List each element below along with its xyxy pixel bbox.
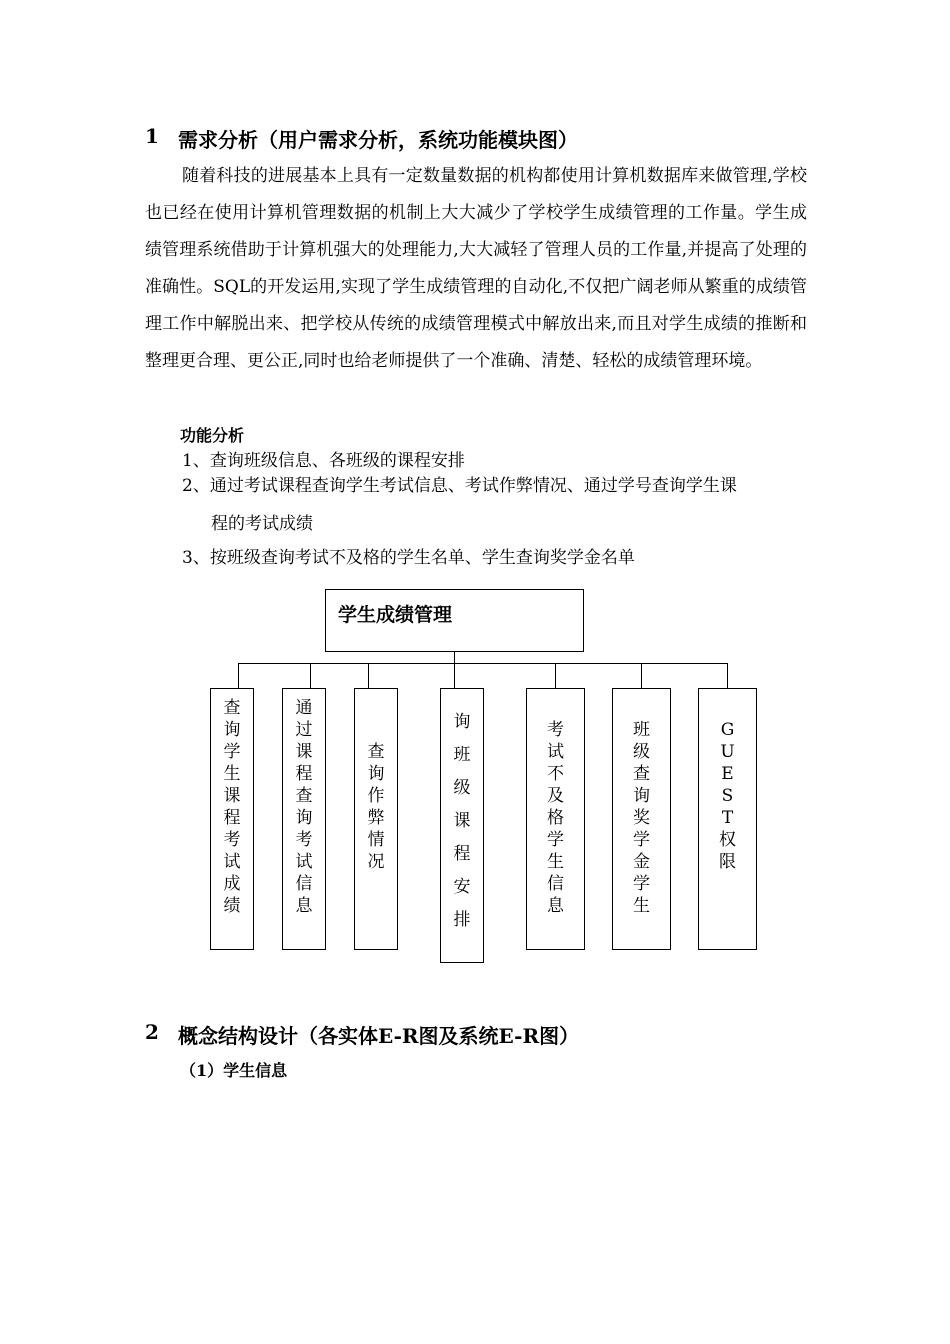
module-box-2 [282,688,326,950]
module-label-char: 格 [547,808,564,828]
module-label-char: 安 [453,877,471,897]
root-module-box [325,589,584,652]
module-label-6 [613,719,670,917]
module-label-char: 查 [367,742,385,762]
module-label-char: 绩 [223,896,241,916]
module-label-char: 成 [223,874,241,894]
branch-connector-7 [727,663,728,689]
module-box-6 [612,688,671,950]
module-label-char: 通 [295,698,313,718]
module-label-char: 试 [295,852,313,872]
module-label-char: 查 [295,786,313,806]
module-label-char: 过 [295,720,313,740]
function-analysis-heading: 功能分析 [180,426,245,445]
module-label-char: G [720,720,735,740]
module-label-char: 课 [223,786,241,806]
module-label-2 [283,697,325,917]
module-label-char: S [721,786,734,806]
module-label-char: 班 [633,720,650,740]
module-label-char: 询 [367,764,385,784]
module-label-char: E [721,764,734,784]
function-item-3: 3、按班级查询考试不及格的学生名单、学生查询奖学金名单 [182,548,635,568]
section-2-heading [145,1020,805,1048]
branch-connector-6 [641,663,642,689]
module-box-4 [440,688,484,963]
module-label-char: 询 [453,712,471,732]
section-1-number: 1 [145,124,159,148]
module-label-char: 信 [547,874,564,894]
module-box-1 [210,688,254,950]
module-label-char: 询 [633,786,650,806]
function-item-1: 1、查询班级信息、各班级的课程安排 [182,451,465,471]
module-label-char: 查 [633,764,650,784]
module-label-char: 课 [295,742,313,762]
module-label-char: 弊 [367,808,385,828]
module-label-char: 金 [633,852,650,872]
module-label-5 [527,719,584,917]
module-label-char: 生 [223,764,241,784]
module-label-char: 程 [453,844,471,864]
module-box-7 [698,688,757,950]
module-label-char: 限 [719,852,736,872]
module-label-char: 生 [547,852,564,872]
module-label-4 [441,706,483,937]
module-label-char: 试 [223,852,241,872]
branch-connector-3 [368,663,369,689]
section-2-number: 2 [145,1020,159,1044]
module-label-char: 及 [547,786,564,806]
module-box-3 [354,688,398,950]
module-label-char: 息 [295,896,313,916]
module-label-char: 学 [633,874,650,894]
branch-connector-4 [454,663,455,689]
module-label-char: 不 [547,764,564,784]
subsection-student-info: （1）学生信息 [180,1061,288,1080]
module-label-char: 程 [295,764,313,784]
module-label-char: 课 [453,811,471,831]
horizontal-connector [238,663,728,664]
module-label-char: 排 [453,910,471,930]
module-label-char: 学 [547,830,564,850]
module-label-char: 作 [367,786,385,806]
module-label-1 [211,697,253,917]
branch-connector-1 [238,663,239,689]
module-label-char: 级 [633,742,650,762]
module-label-char: 生 [633,896,650,916]
module-label-char: 考 [295,830,313,850]
module-label-char: 考 [547,720,564,740]
module-label-char: 况 [367,852,385,872]
root-connector [454,652,455,663]
module-label-char: 询 [223,720,241,740]
module-label-char: 信 [295,874,313,894]
module-label-char: 权 [719,830,736,850]
module-label-char: T [721,808,734,828]
module-label-char: 奖 [633,808,650,828]
root-module-label: 学生成绩管理 [338,604,453,626]
function-item-2: 2、通过考试课程查询学生考试信息、考试作弊情况、通过学号查询学生课 [182,476,737,496]
module-label-char: U [720,742,735,762]
module-label-char: 查 [223,698,241,718]
module-label-3 [355,741,397,873]
module-label-char: 情 [367,830,385,850]
branch-connector-5 [555,663,556,689]
branch-connector-2 [310,663,311,689]
module-label-char: 考 [223,830,241,850]
function-item-2-cont: 程的考试成绩 [211,514,313,534]
module-box-5 [526,688,585,950]
intro-paragraph: 随着科技的进展基本上具有一定数量数据的机构都使用计算机数据库来做管理,学校也已经在使用计算机管理数据的机制上大大减少了学校学生成绩管理的工作量。学生成绩管理系统借助于计算机强大的处理能力,大大减轻了管理人员的工作量,并提高了处理的准确性。SQL的开发运用,实现了学生成绩管理的自动化,不仅把广阔老师从繁重的成绩管理工作中解脱出来、把学校从传统的成绩管理模式中解放出来,而且对学生成绩的推断和整理更合理、更公正,同时也给老师提供了一个准确、清楚、轻松的成绩管理环境。 [145,166,807,371]
module-label-char: 询 [295,808,313,828]
section-1-title: 需求分析（用户需求分析，系统功能模块图） [178,128,578,152]
module-label-char: 程 [223,808,241,828]
module-label-char: 班 [453,745,471,765]
module-label-char: 学 [223,742,241,762]
section-2-title: 概念结构设计（各实体E-R图及系统E-R图） [178,1024,580,1048]
module-label-char: 息 [547,896,564,916]
module-label-char: 试 [547,742,564,762]
module-label-char: 学 [633,830,650,850]
module-label-7 [699,719,756,873]
module-label-char: 级 [453,778,471,798]
